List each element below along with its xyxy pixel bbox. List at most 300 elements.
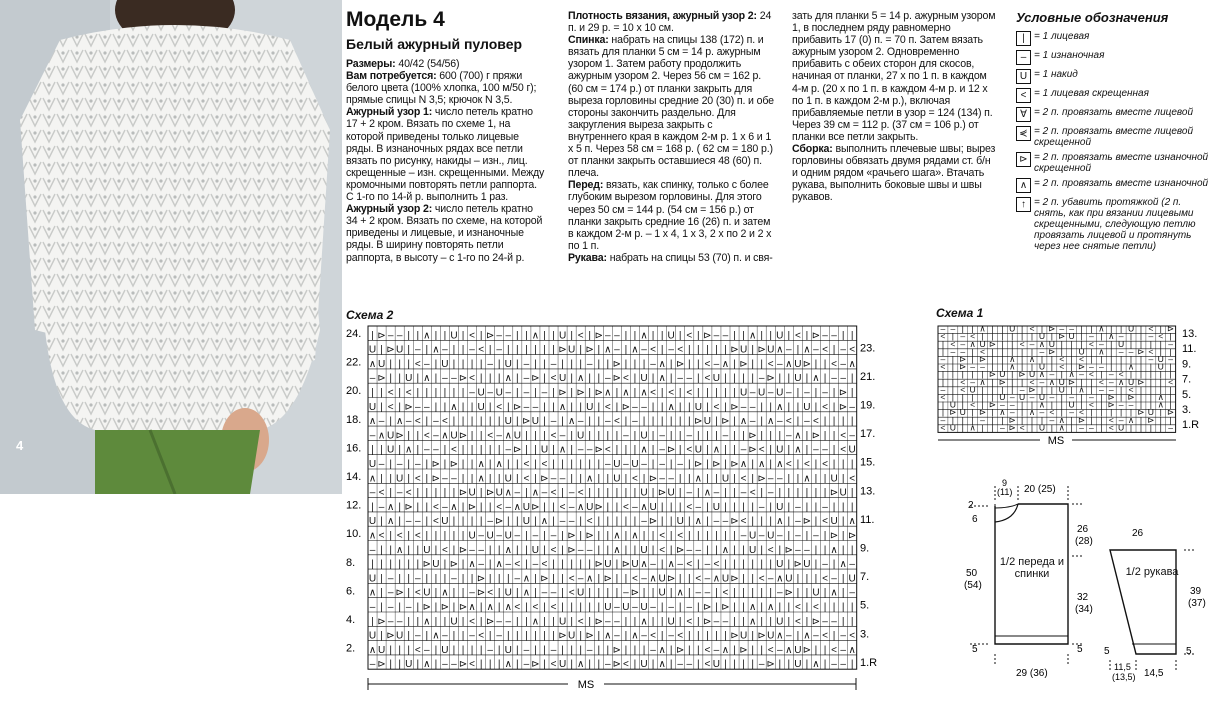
svg-text:|: | — [760, 330, 763, 342]
svg-text:|: | — [588, 387, 592, 399]
svg-text:|: | — [479, 616, 483, 628]
svg-text:⊳: ⊳ — [522, 416, 531, 428]
svg-text:–: – — [776, 644, 783, 656]
svg-text:–: – — [396, 330, 403, 342]
svg-text:–: – — [840, 344, 846, 356]
svg-text:∧: ∧ — [531, 487, 540, 499]
svg-text:⊳: ⊳ — [1008, 414, 1016, 425]
svg-text:<: < — [686, 501, 693, 513]
svg-text:⊳: ⊳ — [612, 644, 622, 656]
svg-text:<: < — [704, 373, 711, 385]
svg-text:<: < — [740, 516, 747, 528]
svg-text:<: < — [704, 644, 711, 656]
paragraph: Вам потребуется: 600 (700) г пряжи белого цвета (100% хлопка, 100 м/50 г); прямые спицы N 3,5; крючок N 3,5. — [346, 70, 537, 107]
svg-text:|: | — [470, 644, 474, 656]
svg-text:|: | — [479, 487, 483, 499]
svg-text:|: | — [823, 530, 827, 542]
svg-text:|: | — [597, 459, 601, 470]
svg-text:|: | — [588, 416, 592, 428]
svg-text:⊳: ⊳ — [959, 361, 967, 372]
svg-text:|: | — [579, 344, 582, 356]
svg-text:|: | — [488, 630, 492, 642]
svg-text:–: – — [559, 516, 566, 528]
svg-text:|: | — [1001, 354, 1004, 364]
svg-text:<: < — [496, 501, 503, 513]
svg-text:U: U — [1147, 407, 1154, 418]
svg-text:|: | — [805, 501, 809, 513]
svg-text:<: < — [414, 587, 421, 599]
svg-text:–: – — [776, 587, 783, 599]
svg-text:|: | — [951, 376, 954, 387]
svg-text:|: | — [443, 559, 447, 571]
svg-text:–: – — [1098, 338, 1104, 349]
svg-text:|: | — [461, 644, 465, 656]
svg-text:⊳: ⊳ — [676, 644, 685, 656]
svg-text:|: | — [479, 501, 483, 513]
svg-text:|: | — [1120, 407, 1123, 418]
svg-text:|: | — [760, 602, 763, 613]
svg-text:|: | — [1159, 384, 1162, 395]
svg-text:|: | — [470, 416, 474, 428]
svg-text:|: | — [570, 602, 573, 613]
svg-text:|: | — [552, 559, 555, 571]
svg-text:|: | — [488, 416, 492, 428]
svg-text:|: | — [488, 473, 492, 485]
svg-text:U: U — [577, 430, 585, 442]
sleeve-pattern-label: 1/2 рукава — [1125, 566, 1179, 578]
schema-2-grid — [368, 326, 857, 670]
svg-text:|: | — [497, 373, 501, 385]
row-number: 20. — [346, 385, 362, 398]
svg-text:<: < — [577, 487, 584, 499]
svg-text:|: | — [823, 602, 827, 613]
svg-text:–: – — [776, 473, 783, 485]
row-number: 5. — [860, 599, 870, 612]
svg-text:⊳: ⊳ — [811, 330, 821, 342]
dim-label: 5 — [1077, 644, 1083, 655]
svg-text:|: | — [561, 530, 564, 542]
svg-text:|: | — [760, 430, 763, 442]
svg-text:|: | — [579, 358, 582, 370]
svg-text:|: | — [751, 630, 754, 642]
svg-text:⊳: ⊳ — [1048, 346, 1056, 357]
row-number: 13. — [1182, 328, 1198, 340]
svg-text:|: | — [769, 559, 773, 571]
svg-text:|: | — [452, 587, 456, 599]
svg-text:<: < — [940, 361, 946, 372]
svg-text:<: < — [532, 602, 539, 613]
svg-text:|: | — [832, 602, 836, 613]
paragraph: Размеры: 40/42 (54/56) — [346, 58, 460, 70]
svg-text:|: | — [678, 444, 682, 456]
svg-text:<: < — [677, 630, 684, 642]
svg-text:–: – — [758, 659, 765, 671]
svg-text:|: | — [1060, 407, 1063, 418]
svg-text:|: | — [642, 416, 646, 428]
svg-text:–: – — [722, 430, 729, 442]
svg-text:|: | — [461, 358, 465, 370]
svg-text:|: | — [841, 587, 845, 599]
svg-text:|: | — [543, 644, 546, 656]
svg-text:U: U — [1078, 346, 1085, 357]
svg-text:⊳: ⊳ — [594, 501, 603, 513]
svg-text:|: | — [1090, 376, 1093, 387]
svg-text:–: – — [614, 602, 620, 613]
paragraph: Ажурный узор 1: число петель кратно 17 + 2 кром. Вязать по схеме 1, на которой приведены только лицевые ряды. В изнаночных рядах все петли вязать по рисунку, накиды – изн., лиц. скрещенные – изн. скрещенными. Между кромочными повторять петли раппорта. С 1-го по 14-й р. выполнить 1 раз. — [346, 106, 545, 204]
svg-text:–: – — [1019, 384, 1025, 395]
svg-text:U: U — [486, 530, 494, 542]
svg-text:|: | — [733, 358, 736, 370]
svg-text:|: | — [380, 573, 383, 585]
svg-text:∧: ∧ — [694, 516, 703, 528]
svg-text:⊳: ⊳ — [1008, 422, 1016, 433]
svg-text:|: | — [1159, 369, 1162, 380]
svg-text:|: | — [389, 473, 392, 485]
svg-text:–: – — [831, 659, 837, 671]
svg-text:|: | — [497, 573, 501, 585]
svg-text:|: | — [697, 330, 700, 342]
svg-text:|: | — [724, 459, 727, 470]
svg-text:∧: ∧ — [622, 387, 630, 399]
svg-text:–: – — [722, 330, 729, 342]
svg-text:|: | — [941, 407, 945, 418]
svg-text:∧: ∧ — [739, 459, 748, 470]
svg-text:<: < — [659, 530, 666, 542]
svg-text:|: | — [380, 387, 383, 399]
svg-text:|: | — [832, 344, 836, 356]
svg-text:|: | — [570, 616, 573, 628]
svg-text:U: U — [739, 387, 748, 399]
svg-text:–: – — [1039, 346, 1045, 357]
row-number: 9. — [860, 542, 870, 555]
svg-text:<: < — [550, 544, 557, 556]
svg-text:|: | — [715, 544, 718, 556]
svg-text:–: – — [668, 344, 674, 356]
svg-text:|: | — [805, 444, 809, 456]
svg-text:|: | — [678, 501, 682, 513]
svg-text:|: | — [452, 530, 456, 542]
svg-text:–: – — [740, 444, 747, 456]
svg-text:|: | — [534, 473, 537, 485]
svg-text:<: < — [541, 459, 548, 470]
svg-text:|: | — [371, 444, 374, 456]
svg-text:|: | — [371, 387, 374, 399]
svg-text:⊳: ⊳ — [703, 330, 712, 342]
svg-text:–: – — [950, 346, 956, 357]
svg-text:–: – — [1069, 392, 1075, 402]
svg-text:|: | — [651, 616, 655, 628]
svg-text:|: | — [991, 414, 994, 425]
svg-text:|: | — [841, 616, 845, 628]
svg-text:|: | — [678, 473, 682, 485]
svg-text:|: | — [951, 361, 954, 372]
svg-text:–: – — [614, 330, 620, 342]
svg-text:|: | — [651, 330, 655, 342]
svg-text:<: < — [940, 422, 946, 433]
svg-text:⊳: ⊳ — [1058, 331, 1066, 342]
svg-text:|: | — [1011, 331, 1014, 342]
svg-text:∧: ∧ — [477, 459, 485, 470]
svg-text:|: | — [1139, 384, 1143, 395]
svg-text:<: < — [568, 573, 575, 585]
svg-text:U: U — [739, 630, 748, 642]
svg-text:<: < — [704, 358, 711, 370]
k2tog-twisted-symbol-icon: ⋞ — [1016, 126, 1031, 141]
svg-text:|: | — [733, 387, 736, 399]
svg-text:–: – — [686, 544, 693, 556]
svg-text:|: | — [1139, 414, 1143, 425]
svg-text:|: | — [416, 659, 420, 671]
svg-text:∧: ∧ — [405, 444, 413, 456]
svg-text:|: | — [1100, 331, 1103, 342]
svg-text:|: | — [633, 430, 637, 442]
svg-text:∧: ∧ — [830, 587, 838, 599]
svg-text:|: | — [407, 530, 411, 542]
svg-text:|: | — [588, 602, 592, 613]
svg-text:|: | — [1001, 384, 1004, 395]
svg-text:–: – — [1168, 338, 1174, 349]
svg-text:–: – — [641, 516, 647, 528]
svg-text:–: – — [523, 373, 530, 385]
svg-text:|: | — [769, 401, 773, 413]
row-number: 1.R — [860, 656, 878, 669]
svg-text:|: | — [805, 530, 809, 542]
svg-text:|: | — [814, 387, 818, 399]
svg-text:|: | — [981, 369, 984, 380]
svg-text:U: U — [368, 573, 377, 585]
svg-text:⊳: ⊳ — [576, 387, 585, 399]
svg-text:–: – — [496, 630, 503, 642]
svg-text:|: | — [389, 559, 392, 571]
svg-text:|: | — [606, 501, 610, 513]
svg-text:|: | — [715, 344, 718, 356]
svg-text:|: | — [380, 587, 383, 599]
svg-text:–: – — [586, 644, 593, 656]
svg-text:|: | — [841, 516, 845, 528]
svg-text:|: | — [516, 544, 519, 556]
svg-text:|: | — [606, 473, 610, 485]
svg-text:|: | — [552, 459, 555, 470]
svg-text:⊳: ⊳ — [449, 459, 459, 470]
svg-text:–: – — [605, 659, 611, 671]
svg-text:⊳: ⊳ — [513, 444, 522, 456]
svg-text:–: – — [369, 487, 376, 499]
svg-text:|: | — [606, 516, 610, 528]
svg-text:–: – — [1069, 407, 1075, 418]
svg-text:|: | — [443, 444, 447, 456]
svg-text:|: | — [787, 501, 791, 513]
svg-text:|: | — [1100, 414, 1103, 425]
svg-text:<: < — [849, 630, 856, 642]
svg-text:⊳: ⊳ — [998, 376, 1006, 387]
svg-text:U: U — [830, 473, 838, 485]
svg-text:⊳: ⊳ — [386, 344, 395, 356]
svg-text:|: | — [552, 501, 555, 513]
svg-text:∧: ∧ — [504, 659, 512, 671]
svg-text:|: | — [850, 416, 854, 428]
svg-text:<: < — [767, 544, 774, 556]
svg-text:|: | — [552, 401, 555, 413]
svg-text:U: U — [1058, 384, 1065, 395]
svg-text:–: – — [378, 459, 385, 470]
row-number: 17. — [860, 428, 876, 441]
svg-text:|: | — [1070, 354, 1073, 364]
svg-text:|: | — [715, 473, 718, 485]
svg-text:|: | — [1169, 399, 1172, 410]
svg-text:|: | — [1030, 346, 1034, 357]
svg-text:–: – — [849, 401, 855, 413]
svg-text:–: – — [970, 361, 976, 372]
svg-text:|: | — [1060, 346, 1063, 357]
svg-text:|: | — [633, 487, 637, 499]
svg-text:–: – — [487, 387, 493, 399]
legend-item: < = 1 лицевая скрещенная — [1016, 88, 1212, 103]
svg-text:|: | — [443, 401, 447, 413]
row-number: 3. — [860, 628, 870, 641]
svg-text:|: | — [416, 487, 420, 499]
svg-text:∧: ∧ — [721, 644, 730, 656]
svg-text:–: – — [641, 459, 647, 470]
svg-text:U: U — [1048, 338, 1055, 349]
svg-text:|: | — [823, 416, 827, 428]
svg-text:|: | — [751, 559, 754, 571]
svg-text:|: | — [787, 659, 791, 671]
svg-text:|: | — [534, 459, 537, 470]
svg-text:∧: ∧ — [495, 559, 503, 571]
svg-text:∧: ∧ — [604, 344, 612, 356]
svg-text:∧: ∧ — [776, 459, 784, 470]
svg-text:|: | — [760, 516, 763, 528]
svg-text:|: | — [733, 430, 736, 442]
svg-text:|: | — [488, 344, 492, 356]
svg-text:∧: ∧ — [531, 616, 540, 628]
svg-text:|: | — [552, 330, 555, 342]
svg-text:|: | — [624, 444, 628, 456]
svg-text:|: | — [687, 587, 691, 599]
svg-text:|: | — [470, 401, 474, 413]
svg-text:<: < — [1148, 346, 1154, 357]
svg-text:|: | — [1011, 338, 1014, 349]
svg-text:|: | — [615, 444, 619, 456]
svg-text:|: | — [398, 387, 401, 399]
svg-text:|: | — [1070, 338, 1073, 349]
svg-text:∧: ∧ — [830, 544, 838, 556]
svg-text:|: | — [452, 487, 456, 499]
svg-text:|: | — [579, 401, 582, 413]
svg-text:–: – — [704, 559, 711, 571]
svg-text:U: U — [386, 444, 395, 456]
svg-text:|: | — [660, 416, 664, 428]
svg-text:–: – — [442, 501, 448, 513]
svg-text:|: | — [706, 530, 709, 542]
svg-text:<: < — [1029, 376, 1035, 387]
svg-text:U: U — [531, 544, 540, 556]
svg-text:|: | — [760, 559, 763, 571]
svg-text:|: | — [615, 559, 619, 571]
svg-text:|: | — [814, 644, 818, 656]
svg-text:|: | — [597, 358, 601, 370]
svg-text:|: | — [991, 323, 994, 334]
svg-text:⊳: ⊳ — [476, 587, 486, 599]
svg-text:–: – — [804, 416, 810, 428]
svg-text:–: – — [1128, 346, 1134, 357]
svg-text:–: – — [999, 399, 1005, 410]
svg-text:<: < — [849, 344, 856, 356]
svg-text:–: – — [568, 487, 575, 499]
svg-text:U: U — [640, 602, 648, 613]
svg-text:|: | — [579, 630, 582, 642]
svg-text:–: – — [505, 444, 512, 456]
svg-text:–: – — [713, 644, 720, 656]
svg-text:<: < — [1098, 376, 1104, 387]
svg-text:|: | — [443, 530, 447, 542]
row-number: 1.R — [1182, 419, 1200, 432]
svg-text:<: < — [822, 401, 828, 413]
svg-text:|: | — [1169, 414, 1172, 425]
svg-text:U: U — [776, 330, 784, 342]
svg-text:∧: ∧ — [368, 587, 377, 599]
svg-text:|: | — [651, 487, 655, 499]
svg-text:|: | — [1080, 331, 1083, 342]
svg-text:|: | — [588, 487, 592, 499]
svg-text:<: < — [441, 416, 448, 428]
svg-text:|: | — [434, 330, 438, 342]
svg-text:|: | — [1080, 338, 1083, 349]
svg-text:|: | — [805, 616, 809, 628]
svg-text:–: – — [523, 401, 530, 413]
svg-text:∧: ∧ — [504, 487, 512, 499]
svg-text:|: | — [434, 358, 438, 370]
svg-text:–: – — [614, 344, 620, 356]
svg-text:|: | — [1139, 354, 1143, 364]
svg-text:–: – — [1009, 399, 1015, 410]
svg-text:U: U — [396, 344, 404, 356]
svg-text:<: < — [541, 559, 548, 571]
svg-text:|: | — [1169, 369, 1172, 380]
svg-text:|: | — [1149, 361, 1152, 372]
svg-text:|: | — [706, 459, 709, 470]
svg-text:U: U — [405, 373, 413, 385]
svg-text:–: – — [804, 544, 810, 556]
svg-text:U: U — [613, 473, 621, 485]
svg-text:⊳: ⊳ — [703, 616, 712, 628]
svg-text:|: | — [516, 516, 519, 528]
svg-text:|: | — [724, 630, 727, 642]
svg-text:∧: ∧ — [776, 516, 784, 528]
svg-text:|: | — [796, 401, 800, 413]
svg-text:U: U — [368, 401, 377, 413]
svg-text:∧: ∧ — [576, 501, 585, 513]
svg-text:|: | — [1100, 422, 1103, 433]
svg-text:|: | — [733, 501, 736, 513]
svg-text:<: < — [387, 401, 394, 413]
svg-text:⊳: ⊳ — [730, 401, 739, 413]
svg-text:|: | — [697, 373, 700, 385]
row-number: 12. — [346, 499, 362, 512]
svg-text:|: | — [525, 559, 528, 571]
svg-text:∧: ∧ — [1127, 361, 1135, 372]
dim-label: (11) — [997, 487, 1013, 497]
svg-text:<: < — [487, 587, 494, 599]
svg-text:|: | — [1120, 384, 1123, 395]
svg-text:–: – — [424, 358, 430, 370]
svg-text:<: < — [970, 331, 976, 342]
svg-text:⊳: ⊳ — [766, 659, 775, 671]
svg-text:|: | — [543, 602, 546, 613]
svg-text:–: – — [487, 358, 493, 370]
svg-text:<: < — [686, 559, 693, 571]
svg-text:–: – — [541, 387, 548, 399]
